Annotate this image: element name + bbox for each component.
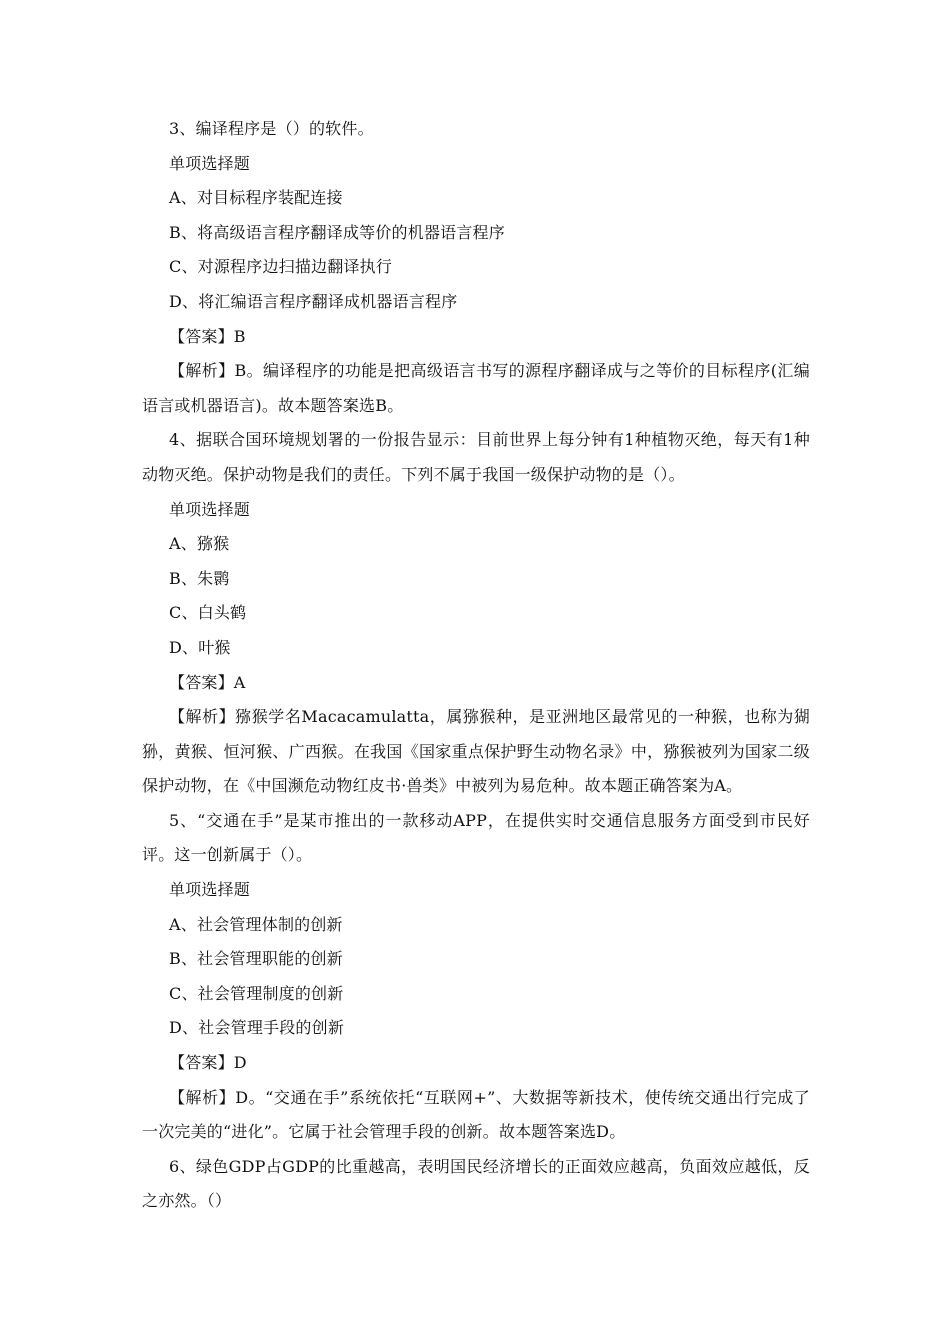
question-3-option-b: B、将高级语言程序翻译成等价的机器语言程序 — [169, 222, 505, 242]
question-3-type: 单项选择题 — [169, 153, 251, 173]
question-3-answer: 【答案】B — [169, 326, 246, 346]
question-4-analysis: 【解析】猕猴学名Macacamulatta，属猕猴种，是亚洲地区最常见的一种猴，也称为猢狲，黄猴、恒河猴、广西猴。在我国《国家重点保护野生动物名录》中，猕猴被列为国家二级保护动物，在《中国濒危动物红皮书·兽类》中被列为易危种。故本题正确答案为A。 — [142, 707, 810, 796]
document-page — [142, 112, 810, 1219]
question-3-option-d: D、将汇编语言程序翻译成机器语言程序 — [169, 291, 458, 311]
question-5-stem: 5、“交通在手”是某市推出的一款移动APP，在提供实时交通信息服务方面受到市民好评。这一创新属于（）。 — [142, 810, 810, 865]
question-5-option-a: A、社会管理体制的创新 — [169, 914, 343, 934]
question-4-answer: 【答案】A — [169, 672, 246, 692]
question-4-option-b: B、朱鹮 — [169, 568, 230, 588]
question-4-option-a: A、猕猴 — [169, 534, 230, 554]
question-5-option-c: C、社会管理制度的创新 — [169, 983, 344, 1003]
question-5-answer: 【答案】D — [169, 1053, 247, 1073]
question-3-option-c: C、对源程序边扫描边翻译执行 — [169, 257, 393, 277]
question-4-option-c: C、白头鹤 — [169, 603, 247, 623]
question-4-option-d: D、叶猴 — [169, 637, 231, 657]
question-6-stem: 6、绿色GDP占GDP的比重越高，表明国民经济增长的正面效应越高，负面效应越低，反之亦然。（） — [142, 1156, 810, 1211]
question-5-option-d: D、社会管理手段的创新 — [169, 1018, 345, 1038]
question-4-stem: 4、据联合国环境规划署的一份报告显示：目前世界上每分钟有1种植物灭绝，每天有1种动物灭绝。保护动物是我们的责任。下列不属于我国一级保护动物的是（）。 — [142, 430, 810, 484]
question-3-analysis: 【解析】B。编译程序的功能是把高级语言书写的源程序翻译成与之等价的目标程序(汇编语言或机器语言)。故本题答案选B。 — [142, 361, 810, 415]
question-3-option-a: A、对目标程序装配连接 — [169, 188, 343, 208]
question-4-type: 单项选择题 — [169, 499, 251, 519]
question-5-option-b: B、社会管理职能的创新 — [169, 949, 343, 969]
question-5-analysis: 【解析】D。“交通在手”系统依托“互联网+”、大数据等新技术，使传统交通出行完成了一次完美的“进化”。它属于社会管理手段的创新。故本题答案选D。 — [142, 1087, 810, 1142]
question-3-stem: 3、编译程序是（）的软件。 — [169, 119, 374, 138]
question-5-type: 单项选择题 — [169, 880, 251, 900]
